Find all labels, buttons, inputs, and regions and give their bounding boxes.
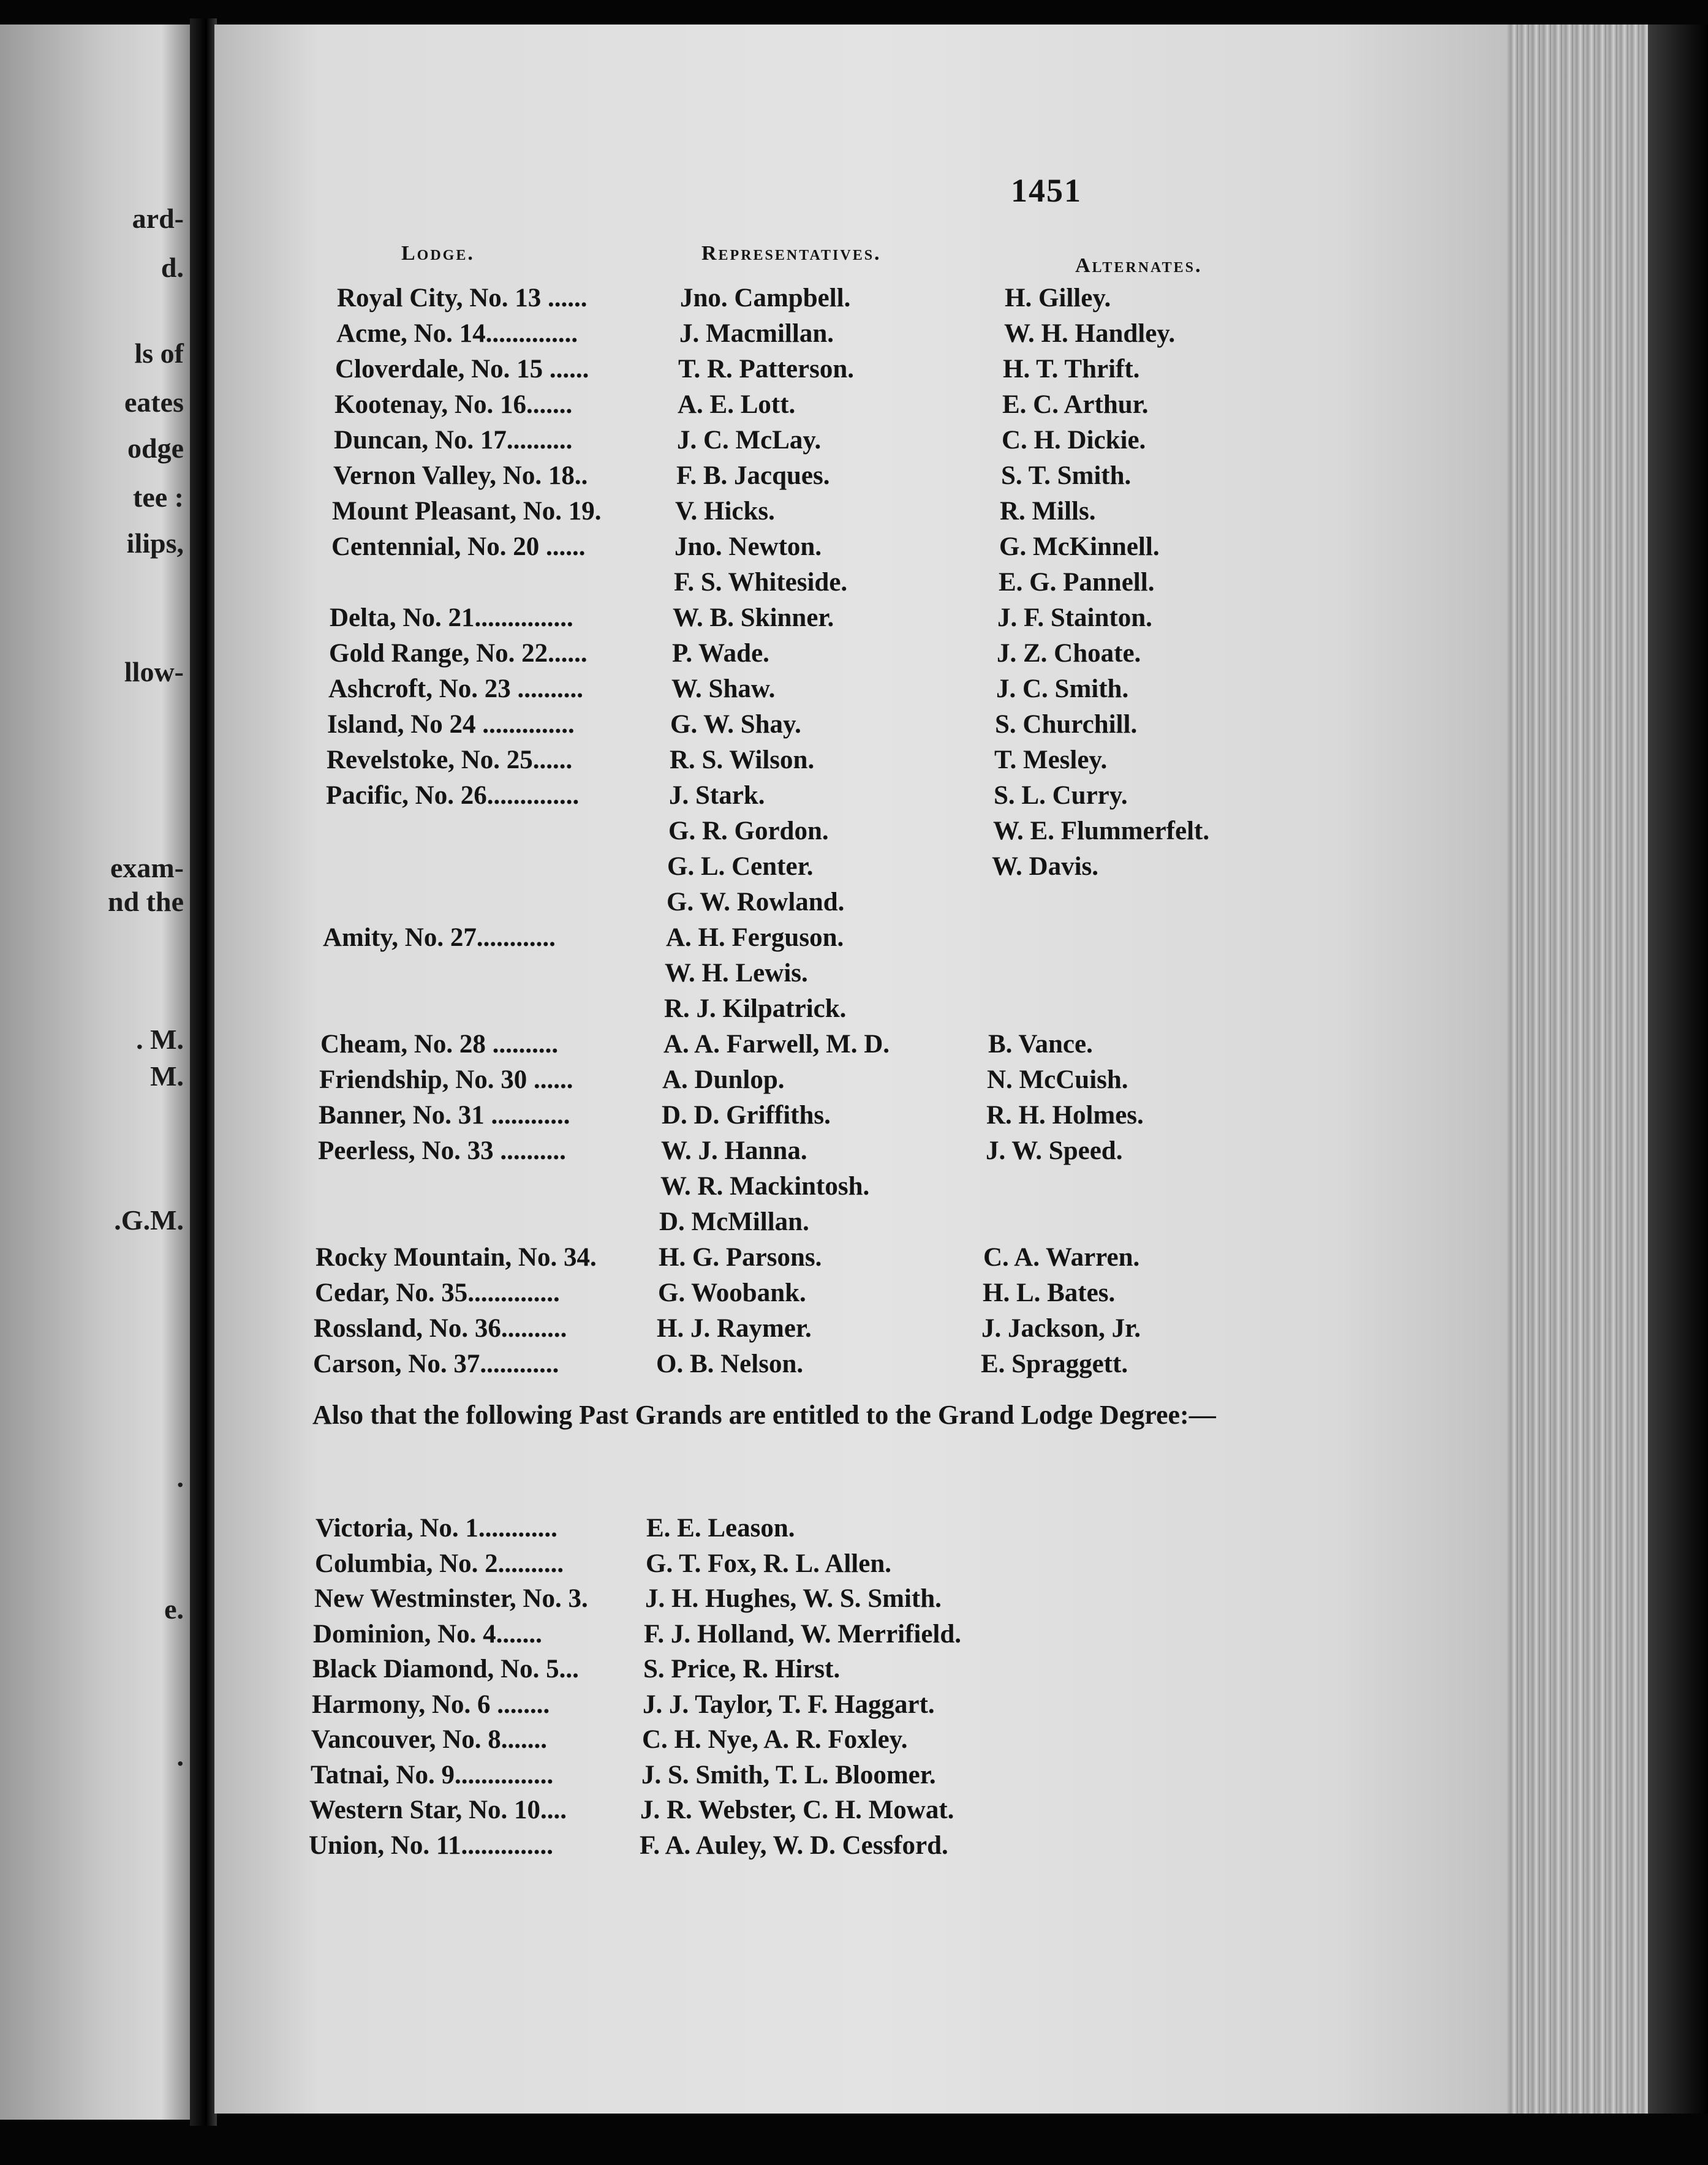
representative: A. A. Farwell, M. D. <box>663 1030 890 1059</box>
representative: W. R. Mackintosh. <box>660 1172 870 1201</box>
alternate: T. Mesley. <box>994 746 1108 774</box>
past-grand-lodge: Western Star, No. 10.... <box>309 1796 567 1824</box>
left-page-fragment: nd the <box>108 886 184 917</box>
past-grand-names: J. H. Hughes, W. S. Smith. <box>645 1584 942 1613</box>
left-page-fragment: eates <box>124 387 184 418</box>
lodge-name: Pacific, No. 26.............. <box>326 781 580 810</box>
representative: J. Stark. <box>669 781 765 810</box>
past-grand-names: C. H. Nye, A. R. Foxley. <box>642 1725 908 1754</box>
left-page-fragment: llow- <box>124 656 184 687</box>
left-page-fragment: d. <box>161 252 184 283</box>
representative: F. S. Whiteside. <box>674 568 848 597</box>
representative: D. D. Griffiths. <box>662 1101 831 1130</box>
left-page-fragment: ilips, <box>126 527 184 559</box>
left-page-fragment: ls of <box>134 338 184 369</box>
past-grand-lodge: Vancouver, No. 8....... <box>311 1725 548 1754</box>
past-grand-lodge: Harmony, No. 6 ........ <box>312 1690 550 1719</box>
lodge-name: Gold Range, No. 22...... <box>329 639 588 668</box>
lodge-name: Acme, No. 14.............. <box>336 319 578 348</box>
alternate: J. Jackson, Jr. <box>981 1314 1141 1343</box>
representative: Jno. Campbell. <box>680 284 851 312</box>
past-grand-names: E. E. Leason. <box>646 1514 795 1543</box>
representative: W. J. Hanna. <box>661 1136 807 1165</box>
past-grand-lodge: Tatnai, No. 9............... <box>311 1760 554 1789</box>
representative: A. Dunlop. <box>662 1065 785 1094</box>
representative: J. Macmillan. <box>679 319 834 348</box>
representative: G. Woobank. <box>658 1279 806 1307</box>
lodge-name: Revelstoke, No. 25...... <box>327 746 573 774</box>
alternate: B. Vance. <box>988 1030 1093 1059</box>
alternate: E. G. Pannell. <box>999 568 1155 597</box>
alternate: C. H. Dickie. <box>1002 426 1146 455</box>
alternate: J. W. Speed. <box>986 1136 1123 1165</box>
alternate: W. H. Handley. <box>1004 319 1176 348</box>
lodge-name: Friendship, No. 30 ...... <box>319 1065 573 1094</box>
past-grand-names: S. Price, R. Hirst. <box>643 1655 841 1683</box>
alternate: J. F. Stainton. <box>997 603 1152 632</box>
lodge-name: Amity, No. 27............ <box>323 923 556 952</box>
left-page <box>0 25 190 2120</box>
lodge-name: Carson, No. 37............ <box>313 1350 559 1378</box>
representative: P. Wade. <box>672 639 769 668</box>
left-page-fragment: tee : <box>133 482 184 513</box>
alternate: E. C. Arthur. <box>1002 390 1149 419</box>
past-grand-names: J. J. Taylor, T. F. Haggart. <box>643 1690 935 1719</box>
representative: A. H. Ferguson. <box>666 923 844 952</box>
alternate: H. Gilley. <box>1005 284 1111 312</box>
alternate: S. T. Smith. <box>1001 461 1132 490</box>
lodge-name: Delta, No. 21............... <box>330 603 573 632</box>
lodge-name: Vernon Valley, No. 18.. <box>333 461 588 490</box>
past-grand-lodge: New Westminster, No. 3. <box>314 1584 588 1613</box>
representative: G. W. Rowland. <box>667 888 845 916</box>
past-grand-lodge: Union, No. 11.............. <box>309 1831 554 1860</box>
lodge-name: Peerless, No. 33 .......... <box>318 1136 566 1165</box>
representative: H. J. Raymer. <box>657 1314 812 1343</box>
past-grands-note: Also that the following Past Grands are entitled to the Grand Lodge Degree:— <box>312 1400 1216 1430</box>
alternate: W. Davis. <box>992 852 1099 881</box>
alternate: H. T. Thrift. <box>1003 355 1140 384</box>
representative: G. W. Shay. <box>670 710 801 739</box>
past-grand-lodge: Black Diamond, No. 5... <box>312 1655 579 1683</box>
lodge-name: Centennial, No. 20 ...... <box>331 532 586 561</box>
lodge-name: Banner, No. 31 ............ <box>319 1101 570 1130</box>
left-page-fragment: . M. <box>136 1024 184 1055</box>
alternate: J. Z. Choate. <box>997 639 1141 668</box>
representative: A. E. Lott. <box>678 390 796 419</box>
past-grand-names: F. J. Holland, W. Merrifield. <box>644 1619 962 1649</box>
representative: W. B. Skinner. <box>673 603 834 632</box>
left-page-fragment: .G.M. <box>114 1204 184 1236</box>
page-number: 1451 <box>1011 172 1082 209</box>
lodge-name: Rossland, No. 36.......... <box>314 1314 567 1343</box>
alternate: C. A. Warren. <box>983 1243 1140 1272</box>
left-page-fragment: e. <box>164 1593 184 1625</box>
representative: W. H. Lewis. <box>665 959 808 988</box>
alternate: S. Churchill. <box>995 710 1138 739</box>
past-grand-names: J. S. Smith, T. L. Bloomer. <box>641 1760 936 1789</box>
alternate: N. McCuish. <box>987 1065 1128 1094</box>
representative: Jno. Newton. <box>675 532 822 561</box>
lodge-name: Kootenay, No. 16....... <box>334 390 573 419</box>
lodge-name: Royal City, No. 13 ...... <box>337 284 588 312</box>
alternate: J. C. Smith. <box>996 674 1129 703</box>
representative: W. Shaw. <box>671 674 776 703</box>
alternate: W. E. Flummerfelt. <box>993 817 1210 845</box>
left-page-fragment: ard- <box>132 203 184 234</box>
lodge-name: Cedar, No. 35.............. <box>315 1279 560 1307</box>
left-page-fragment: M. <box>150 1060 184 1092</box>
header-alternates: Alternates. <box>1075 254 1203 277</box>
lodge-name: Cloverdale, No. 15 ...... <box>335 355 589 384</box>
representative: O. B. Nelson. <box>656 1350 804 1378</box>
lodge-name: Cheam, No. 28 .......... <box>320 1030 559 1059</box>
representative: V. Hicks. <box>675 497 775 526</box>
lodge-name: Duncan, No. 17.......... <box>334 426 573 455</box>
left-page-fragment: . <box>176 1740 184 1772</box>
representative: T. R. Patterson. <box>678 355 855 384</box>
representative: G. R. Gordon. <box>668 817 829 845</box>
representative: F. B. Jacques. <box>676 461 830 490</box>
lodge-name: Island, No 24 .............. <box>327 710 575 739</box>
representative: D. McMillan. <box>659 1207 809 1236</box>
representative: R. S. Wilson. <box>670 746 815 774</box>
representative: J. C. McLay. <box>677 426 822 455</box>
representative: H. G. Parsons. <box>659 1243 822 1272</box>
left-page-fragment: odge <box>127 433 184 464</box>
alternate: E. Spraggett. <box>981 1350 1128 1378</box>
book-gutter <box>190 18 217 2126</box>
past-grand-lodge: Victoria, No. 1............ <box>316 1514 557 1543</box>
lodge-name: Ashcroft, No. 23 .......... <box>328 674 584 703</box>
representative: R. J. Kilpatrick. <box>664 994 847 1023</box>
alternate: R. Mills. <box>1000 497 1096 526</box>
past-grand-lodge: Dominion, No. 4....... <box>313 1619 542 1649</box>
alternate: G. McKinnell. <box>999 532 1160 561</box>
lodge-name: Rocky Mountain, No. 34. <box>316 1243 597 1272</box>
alternate: H. L. Bates. <box>983 1279 1116 1307</box>
book-edge-shadow <box>1648 25 1708 2114</box>
lodge-name: Mount Pleasant, No. 19. <box>332 497 602 526</box>
alternate: S. L. Curry. <box>994 781 1128 810</box>
representative: G. L. Center. <box>667 852 814 881</box>
alternate: R. H. Holmes. <box>986 1101 1144 1130</box>
left-page-fragment: . <box>176 1462 184 1493</box>
past-grand-names: G. T. Fox, R. L. Allen. <box>646 1549 891 1578</box>
past-grand-names: J. R. Webster, C. H. Mowat. <box>640 1796 954 1824</box>
page-edges <box>1507 25 1648 2114</box>
right-page <box>214 25 1532 2114</box>
header-lodge: Lodge. <box>401 242 475 265</box>
left-page-fragment: exam- <box>110 852 184 883</box>
header-representatives: Representatives. <box>701 242 882 265</box>
past-grand-lodge: Columbia, No. 2.......... <box>315 1549 564 1578</box>
past-grand-names: F. A. Auley, W. D. Cessford. <box>640 1831 948 1860</box>
